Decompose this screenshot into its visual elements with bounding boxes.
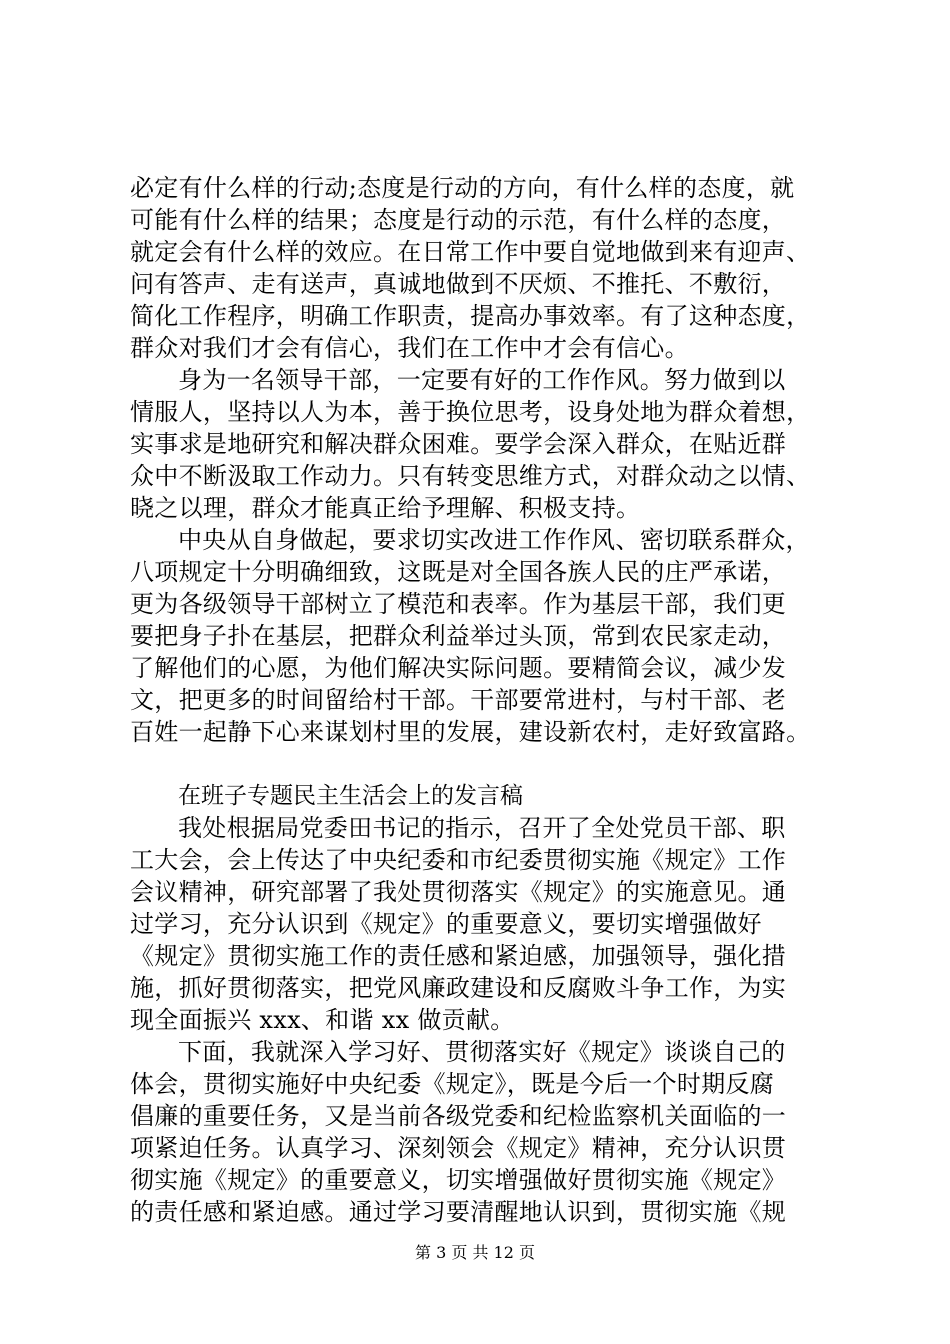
text-line: 群众对我们才会有信心，我们在工作中才会有信心。: [130, 334, 689, 362]
text-line: 施，抓好贯彻落实，把党风廉政建设和反腐败斗争工作，为实: [130, 974, 787, 1002]
section-paragraph-1: [130, 812, 830, 1036]
text-line: 可能有什么样的结果；态度是行动的示范，有什么样的态度，: [130, 206, 787, 234]
text-line: 体会，贯彻实施好中央纪委《规定》，既是今后一个时期反腐: [130, 1070, 775, 1098]
text-line: 彻实施《规定》的重要意义，切实增强做好贯彻实施《规定》: [130, 1166, 787, 1194]
page-footer: [0, 1243, 950, 1263]
text-line: 要把身子扑在基层，把群众利益举过头顶，常到农民家走动，: [130, 622, 787, 650]
text-line: 简化工作程序，明确工作职责，提高办事效率。有了这种态度，: [130, 302, 811, 330]
text-line: 众中不断汲取工作动力。只有转变思维方式，对群众动之以情、: [130, 462, 811, 490]
section-title: 在班子专题民主生活会上的发言稿: [178, 783, 523, 809]
text-line: 了解他们的心愿，为他们解决实际问题。要精简会议，减少发: [130, 654, 787, 682]
text-line: 下面，我就深入学习好、贯彻落实好《规定》谈谈自己的: [178, 1038, 786, 1066]
text-line: 就定会有什么样的效应。在日常工作中要自觉地做到来有迎声、: [130, 238, 811, 266]
text-line: 工大会，会上传达了中央纪委和市纪委贯彻实施《规定》工作: [130, 846, 787, 874]
text-line: 《规定》贯彻实施工作的责任感和紧迫感，加强领导，强化措: [130, 942, 787, 970]
text-line: 必定有什么样的行动;态度是行动的方向，有什么样的态度，就: [130, 174, 795, 202]
paragraph-3: [130, 524, 830, 748]
text-line: 百姓一起静下心来谋划村里的发展，建设新农村，走好致富路。: [130, 718, 811, 746]
text-line: 的责任感和紧迫感。通过学习要清醒地认识到，贯彻实施《规: [130, 1198, 787, 1226]
text-line: 身为一名领导干部，一定要有好的工作作风。努力做到以: [178, 366, 786, 394]
text-line: 过学习，充分认识到《规定》的重要意义，要切实增强做好: [130, 910, 762, 938]
paragraph-2: [130, 364, 830, 524]
text-line: 情服人，坚持以人为本，善于换位思考，设身处地为群众着想，: [130, 398, 811, 426]
text-line: 实事求是地研究和解决群众困难。要学会深入群众，在贴近群: [130, 430, 787, 458]
text-line: 中央从自身做起，要求切实改进工作作风、密切联系群众，: [178, 526, 810, 554]
text-line: 倡廉的重要任务，又是当前各级党委和纪检监察机关面临的一: [130, 1102, 787, 1130]
text-line: 会议精神，研究部署了我处贯彻落实《规定》的实施意见。通: [130, 878, 787, 906]
text-line: 晓之以理，群众才能真正给予理解、积极支持。: [130, 494, 641, 522]
paragraph-1: [130, 172, 830, 364]
text-line: 我处根据局党委田书记的指示，召开了全处党员干部、职: [178, 814, 786, 842]
text-line: 八项规定十分明确细致，这既是对全国各族人民的庄严承诺，: [130, 558, 787, 586]
text-line: 问有答声、走有送声，真诚地做到不厌烦、不推托、不敷衍，: [130, 270, 787, 298]
text-line: 更为各级领导干部树立了模范和表率。作为基层干部，我们更: [130, 590, 787, 618]
text-line: 项紧迫任务。认真学习、深刻领会《规定》精神，充分认识贯: [130, 1134, 787, 1162]
document-body: [130, 172, 830, 1228]
section-paragraph-2: [130, 1036, 830, 1228]
blank-line: [130, 748, 830, 780]
text-line: 文，把更多的时间留给村干部。干部要常进村，与村干部、老: [130, 686, 787, 714]
text-line: 现全面振兴 xxx、和谐 xx 做贡献。: [130, 1006, 515, 1034]
page-number-label: 第 3 页 共 12 页: [415, 1243, 535, 1262]
